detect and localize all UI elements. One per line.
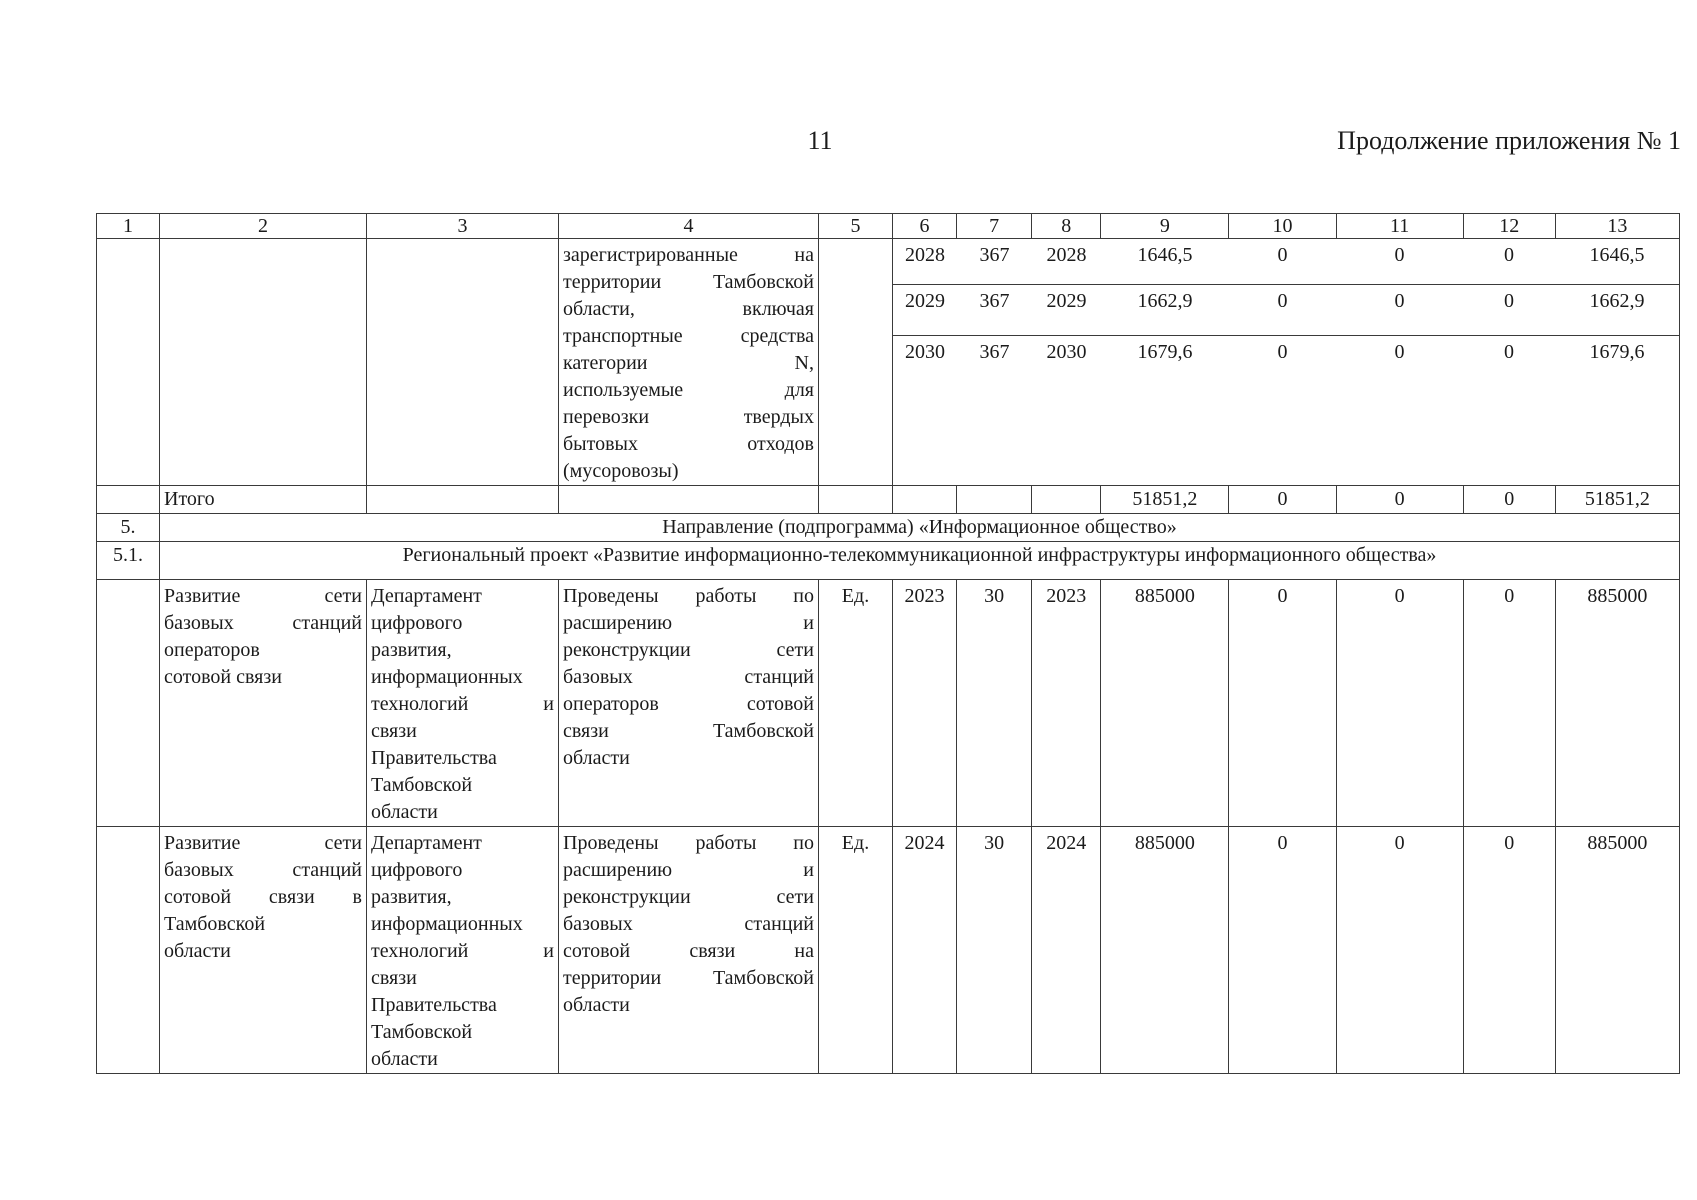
- amount-cell: 1679,6: [1137, 340, 1193, 363]
- empty-cell: [559, 486, 819, 514]
- unit-cell: Ед.: [819, 827, 893, 1074]
- amount-cell: 0: [1336, 239, 1463, 284]
- year-cell: 2024: [1032, 827, 1101, 1074]
- vehicle-description: зарегистрированные на территории Тамбовской области, включая транспортные средства категории N, используемые для перевозки твердых бытовых отходов (мусоровозы): [559, 239, 819, 486]
- total-amount: 51851,2: [1101, 486, 1229, 514]
- amount-cell: 1646,5: [1555, 239, 1679, 284]
- year-cell: 2024: [893, 827, 957, 1074]
- col-num-2: 2: [160, 214, 367, 239]
- empty-cell: [367, 239, 559, 486]
- vehicle-row: [97, 239, 1680, 486]
- total-amount: 0: [1463, 486, 1555, 514]
- amount-cell: 1646,5: [1101, 239, 1229, 284]
- value-cell: 30: [957, 580, 1032, 827]
- year-cell: 2023: [1032, 580, 1101, 827]
- subsection-row: [97, 542, 1680, 580]
- amount-cell: 885000: [1101, 580, 1229, 827]
- department: Департамент цифрового развития, информационных технологий и связи Правительства Тамбовской области: [367, 580, 559, 827]
- amount-cell: 885000: [1555, 580, 1679, 827]
- amount-cell: 0: [1336, 580, 1463, 827]
- col-num-1: 1: [97, 214, 160, 239]
- project-name: Развитие сети базовых станций операторов сотовой связи: [160, 580, 367, 827]
- section-number: 5.: [97, 514, 160, 542]
- empty-cell: [97, 580, 160, 827]
- col-num-7: 7: [957, 214, 1032, 239]
- empty-cell: [1032, 486, 1101, 514]
- amount-cell: 0: [1504, 340, 1514, 363]
- amount-cell: 1662,9: [1555, 284, 1679, 335]
- amount-cell: 0: [1463, 580, 1555, 827]
- amount-cell: 0: [1336, 284, 1463, 335]
- year-row-2028: [893, 239, 1679, 284]
- empty-cell: [819, 239, 893, 486]
- total-label: Итого: [160, 486, 367, 514]
- amount-cell: 0: [1336, 827, 1463, 1074]
- col-num-8: 8: [1032, 214, 1101, 239]
- value-cell: 30: [957, 827, 1032, 1074]
- project-result: Проведены работы по расширению и реконструкции сети базовых станций операторов сотовой связи Тамбовской области: [559, 580, 819, 827]
- col-num-3: 3: [367, 214, 559, 239]
- empty-cell: [97, 827, 160, 1074]
- amount-cell: 0: [1229, 239, 1336, 284]
- page-number: 11: [807, 126, 833, 155]
- subsection-number: 5.1.: [97, 542, 160, 580]
- amount-cell: 0: [1229, 284, 1336, 335]
- year-cell: 2028: [1032, 239, 1101, 284]
- col-num-5: 5: [819, 214, 893, 239]
- section-title: Направление (подпрограмма) «Информационное общество»: [160, 514, 1680, 542]
- subsection-title: Региональный проект «Развитие информационно-телекоммуникационной инфраструктуры информационного общества»: [160, 542, 1680, 580]
- total-amount: 0: [1229, 486, 1336, 514]
- empty-cell: [97, 239, 160, 486]
- total-amount: 0: [1336, 486, 1463, 514]
- empty-cell: [367, 486, 559, 514]
- year-breakdown-table: [893, 239, 1679, 479]
- year-row-2030: [893, 335, 1679, 479]
- year-cell: 2029: [893, 284, 957, 335]
- amount-cell: 885000: [1555, 827, 1679, 1074]
- col-num-4: 4: [559, 214, 819, 239]
- empty-cell: [97, 486, 160, 514]
- project-row: [97, 827, 1680, 1074]
- col-num-13: 13: [1555, 214, 1679, 239]
- amount-cell: 0: [1229, 580, 1336, 827]
- year-cell: 2029: [1032, 284, 1101, 335]
- project-name: Развитие сети базовых станций сотовой связи в Тамбовской области: [160, 827, 367, 1074]
- year-cell: 2030: [1046, 340, 1087, 363]
- col-num-6: 6: [893, 214, 957, 239]
- year-cell: 2030: [905, 340, 945, 363]
- amount-cell: 0: [1229, 827, 1336, 1074]
- col-num-11: 11: [1336, 214, 1463, 239]
- project-result: Проведены работы по расширению и реконструкции сети базовых станций сотовой связи на территории Тамбовской области: [559, 827, 819, 1074]
- year-cell: 2023: [893, 580, 957, 827]
- total-row: [97, 486, 1680, 514]
- unit-cell: Ед.: [819, 580, 893, 827]
- project-row: [97, 580, 1680, 827]
- column-number-row: [97, 214, 1680, 239]
- empty-cell: [819, 486, 893, 514]
- col-num-10: 10: [1229, 214, 1336, 239]
- section-row: [97, 514, 1680, 542]
- amount-cell: 0: [1463, 827, 1555, 1074]
- department: Департамент цифрового развития, информационных технологий и связи Правительства Тамбовской области: [367, 827, 559, 1074]
- year-cell: 2028: [893, 239, 957, 284]
- value-cell: 367: [979, 340, 1010, 363]
- appendix-note: Продолжение приложения № 1: [1337, 126, 1681, 155]
- main-table: [96, 213, 1680, 1074]
- amount-cell: 0: [1277, 340, 1288, 363]
- amount-cell: 1679,6: [1589, 340, 1645, 363]
- empty-cell: [957, 486, 1032, 514]
- amount-cell: 0: [1394, 340, 1405, 363]
- amount-cell: 885000: [1101, 827, 1229, 1074]
- amount-cell: 1662,9: [1101, 284, 1229, 335]
- value-cell: 367: [957, 239, 1032, 284]
- value-cell: 367: [957, 284, 1032, 335]
- col-num-9: 9: [1101, 214, 1229, 239]
- year-breakdown: [893, 239, 1680, 486]
- total-amount: 51851,2: [1555, 486, 1679, 514]
- empty-cell: [893, 486, 957, 514]
- year-row-2029: [893, 284, 1679, 335]
- amount-cell: 0: [1463, 284, 1555, 335]
- col-num-12: 12: [1463, 214, 1555, 239]
- amount-cell: 0: [1463, 239, 1555, 284]
- empty-cell: [160, 239, 367, 486]
